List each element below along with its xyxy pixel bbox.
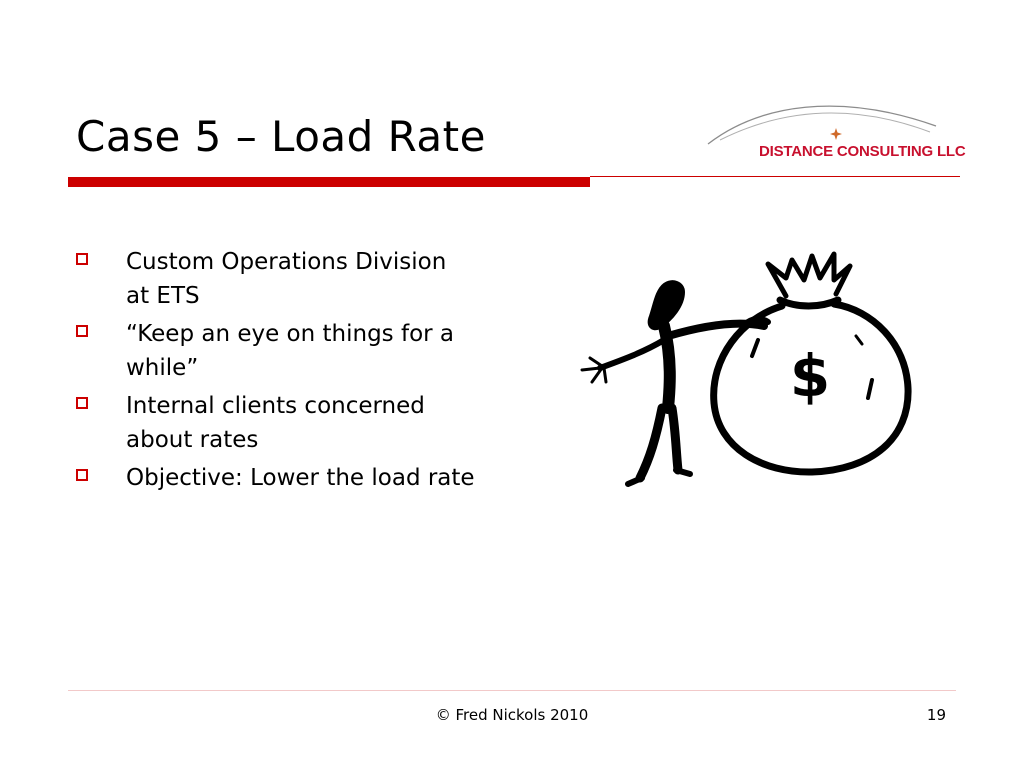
stick-figure-money-bag-icon <box>572 248 917 493</box>
bullet-text: Objective: Lower the load rate <box>126 465 475 491</box>
hollow-square-bullet-icon <box>76 253 88 265</box>
logo-text: DISTANCE CONSULTING LLC <box>759 143 966 160</box>
bullet-text: Internal clients concerned about rates <box>126 393 425 453</box>
slide-title: Case 5 – Load Rate <box>76 112 486 161</box>
hollow-square-bullet-icon <box>76 469 88 481</box>
bullet-list <box>76 245 476 499</box>
footer-copyright: © Fred Nickols 2010 <box>435 706 589 724</box>
title-underline-bar <box>68 177 590 187</box>
hollow-square-bullet-icon <box>76 325 88 337</box>
list-item <box>76 389 476 457</box>
footer-divider <box>68 690 956 691</box>
page-number: 19 <box>926 706 946 724</box>
list-item <box>76 461 476 495</box>
bullet-text: Custom Operations Division at ETS <box>126 249 447 309</box>
list-item <box>76 245 476 313</box>
list-item <box>76 317 476 385</box>
four-point-star-icon <box>830 128 842 140</box>
title-underline-thin <box>590 176 960 177</box>
hollow-square-bullet-icon <box>76 397 88 409</box>
dollar-sign-symbol: $ <box>789 342 831 410</box>
bullet-text: “Keep an eye on things for a while” <box>126 321 455 381</box>
